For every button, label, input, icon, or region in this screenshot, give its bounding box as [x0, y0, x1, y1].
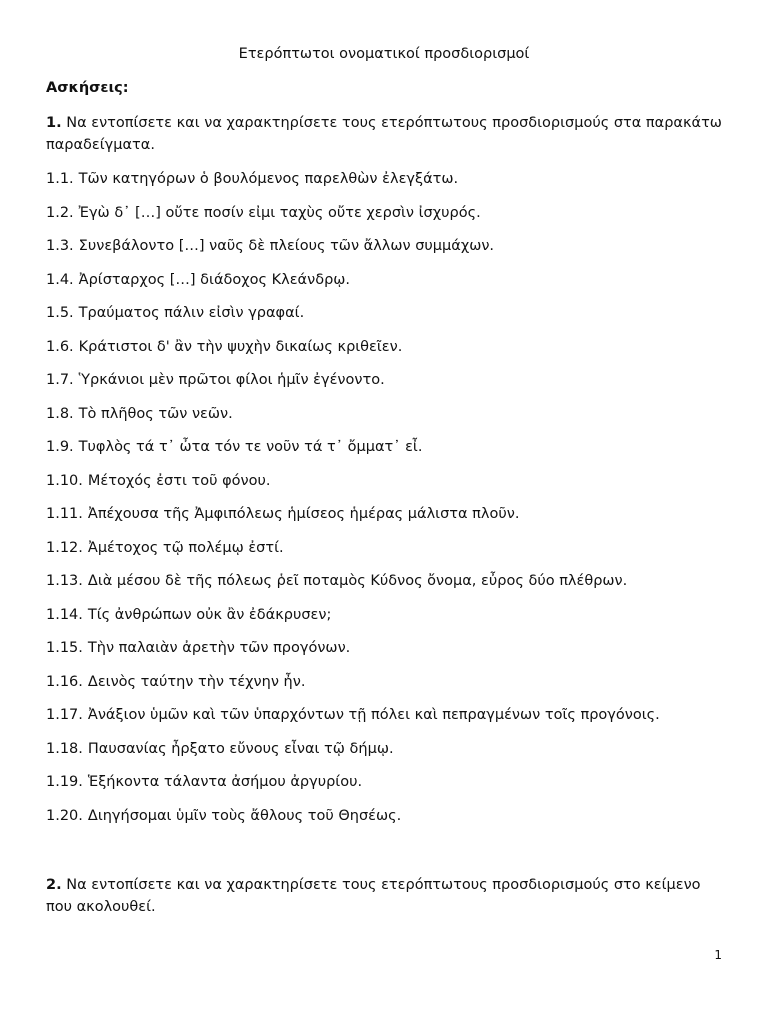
page-number: 1 [714, 948, 722, 962]
item-number: 1.6. [46, 338, 74, 355]
item-text: Ἀπέχουσα τῆς Ἀμφιπόλεως ἡμίσεος ἡμέρας μάλιστα πλοῦν. [87, 506, 520, 522]
exercises-heading: Ασκήσεις: [46, 80, 129, 96]
item-number: 1.17. [46, 707, 83, 723]
list-item [46, 336, 736, 370]
item-text: Ἐγὼ δ᾽ […] οὔτε ποσίν εἰμι ταχὺς οὔτε χερσὶν ἰσχυρός. [78, 204, 481, 221]
list-item [46, 369, 736, 403]
item-text: Τὴν παλαιὰν ἀρετὴν τῶν προγόνων. [87, 640, 351, 656]
list-item [46, 570, 736, 604]
item-text: Διὰ μέσου δὲ τῆς πόλεως ῥεῖ ποταμὸς Κύδνος ὄνομα, εὖρος δύο πλέθρων. [87, 573, 628, 589]
list-item [46, 537, 736, 571]
item-text: Ἑξήκοντα τάλαντα ἀσήμου ἀργυρίου. [87, 774, 363, 790]
list-item [46, 202, 736, 236]
list-item [46, 403, 736, 437]
item-text: Διηγήσομαι ὑμῖν τοὺς ἄθλους τοῦ Θησέως. [87, 807, 402, 824]
list-item [46, 269, 736, 303]
question-1-text: Να εντοπίσετε και να χαρακτηρίσετε τους ετερόπτωτους προσδιορισμούς στα παρακάτω παραδείγματα. [46, 115, 722, 153]
item-text: Ὑρκάνιοι μὲν πρῶτοι φίλοι ἡμῖν ἐγένοντο. [78, 372, 385, 388]
item-number: 1.4. [46, 271, 74, 288]
list-item [46, 168, 736, 202]
document-title: Ετερόπτωτοι ονοματικοί προσδιορισμοί [238, 46, 530, 62]
item-text: Τραύματος πάλιν εἰσὶν γραφαί. [78, 305, 305, 321]
list-item [46, 302, 736, 336]
question-2-text: Να εντοπίσετε και να χαρακτηρίσετε τους ετερόπτωτους προσδιορισμούς στο κείμενο που ακολουθεί. [46, 877, 701, 915]
item-text: Τὸ πλῆθος τῶν νεῶν. [78, 405, 233, 422]
item-text: Τῶν κατηγόρων ὁ βουλόμενος παρελθὼν ἐλεγξάτω. [78, 171, 459, 187]
item-number: 1.10. [46, 472, 83, 489]
item-number: 1.18. [46, 740, 83, 757]
list-item [46, 771, 736, 805]
item-number: 1.1. [46, 171, 74, 187]
question-1 [46, 112, 726, 156]
list-item [46, 738, 736, 772]
question-1-number: 1. [46, 115, 62, 131]
item-number: 1.19. [46, 774, 83, 790]
item-number: 1.13. [46, 573, 83, 589]
item-text: Τυφλὸς τά τ᾽ ὦτα τόν τε νοῦν τά τ᾽ ὄμματ᾽ εἶ. [78, 439, 423, 455]
item-number: 1.8. [46, 405, 74, 422]
item-number: 1.9. [46, 439, 74, 455]
item-text: Ἀρίσταρχος […] διάδοχος Κλεάνδρῳ. [78, 271, 351, 288]
question-2 [46, 874, 726, 918]
list-item [46, 436, 736, 470]
item-number: 1.11. [46, 506, 83, 522]
item-text: Μέτοχός ἐστι τοῦ φόνου. [87, 472, 271, 489]
item-number: 1.12. [46, 539, 83, 556]
list-item [46, 805, 736, 839]
question-2-number: 2. [46, 877, 62, 893]
list-item [46, 470, 736, 504]
item-text: Ἀνάξιον ὑμῶν καὶ τῶν ὑπαρχόντων τῇ πόλει καὶ πεπραγμένων τοῖς προγόνοις. [87, 707, 660, 723]
list-item [46, 704, 736, 738]
item-number: 1.16. [46, 673, 83, 690]
list-item [46, 604, 736, 638]
item-text: Τίς ἀνθρώπων οὐκ ἂν ἐδάκρυσεν; [87, 606, 332, 623]
item-text: Κράτιστοι δ' ἂν τὴν ψυχὴν δικαίως κριθεῖεν. [78, 338, 403, 355]
list-item [46, 503, 736, 537]
item-number: 1.5. [46, 305, 74, 321]
item-text: Ἀμέτοχος τῷ πολέμῳ ἐστί. [87, 539, 284, 556]
item-number: 1.15. [46, 640, 83, 656]
item-number: 1.14. [46, 606, 83, 623]
item-number: 1.2. [46, 204, 74, 221]
example-list [46, 168, 736, 838]
item-number: 1.20. [46, 807, 83, 824]
item-number: 1.7. [46, 372, 74, 388]
list-item [46, 637, 736, 671]
item-text: Συνεβάλοντο […] ναῦς δὲ πλείους τῶν ἄλλων συμμάχων. [78, 238, 495, 254]
list-item [46, 235, 736, 269]
item-number: 1.3. [46, 238, 74, 254]
list-item [46, 671, 736, 705]
item-text: Δεινὸς ταύτην τὴν τέχνην ἦν. [87, 673, 306, 690]
item-text: Παυσανίας ἦρξατο εὔνους εἶναι τῷ δήμῳ. [87, 740, 394, 757]
